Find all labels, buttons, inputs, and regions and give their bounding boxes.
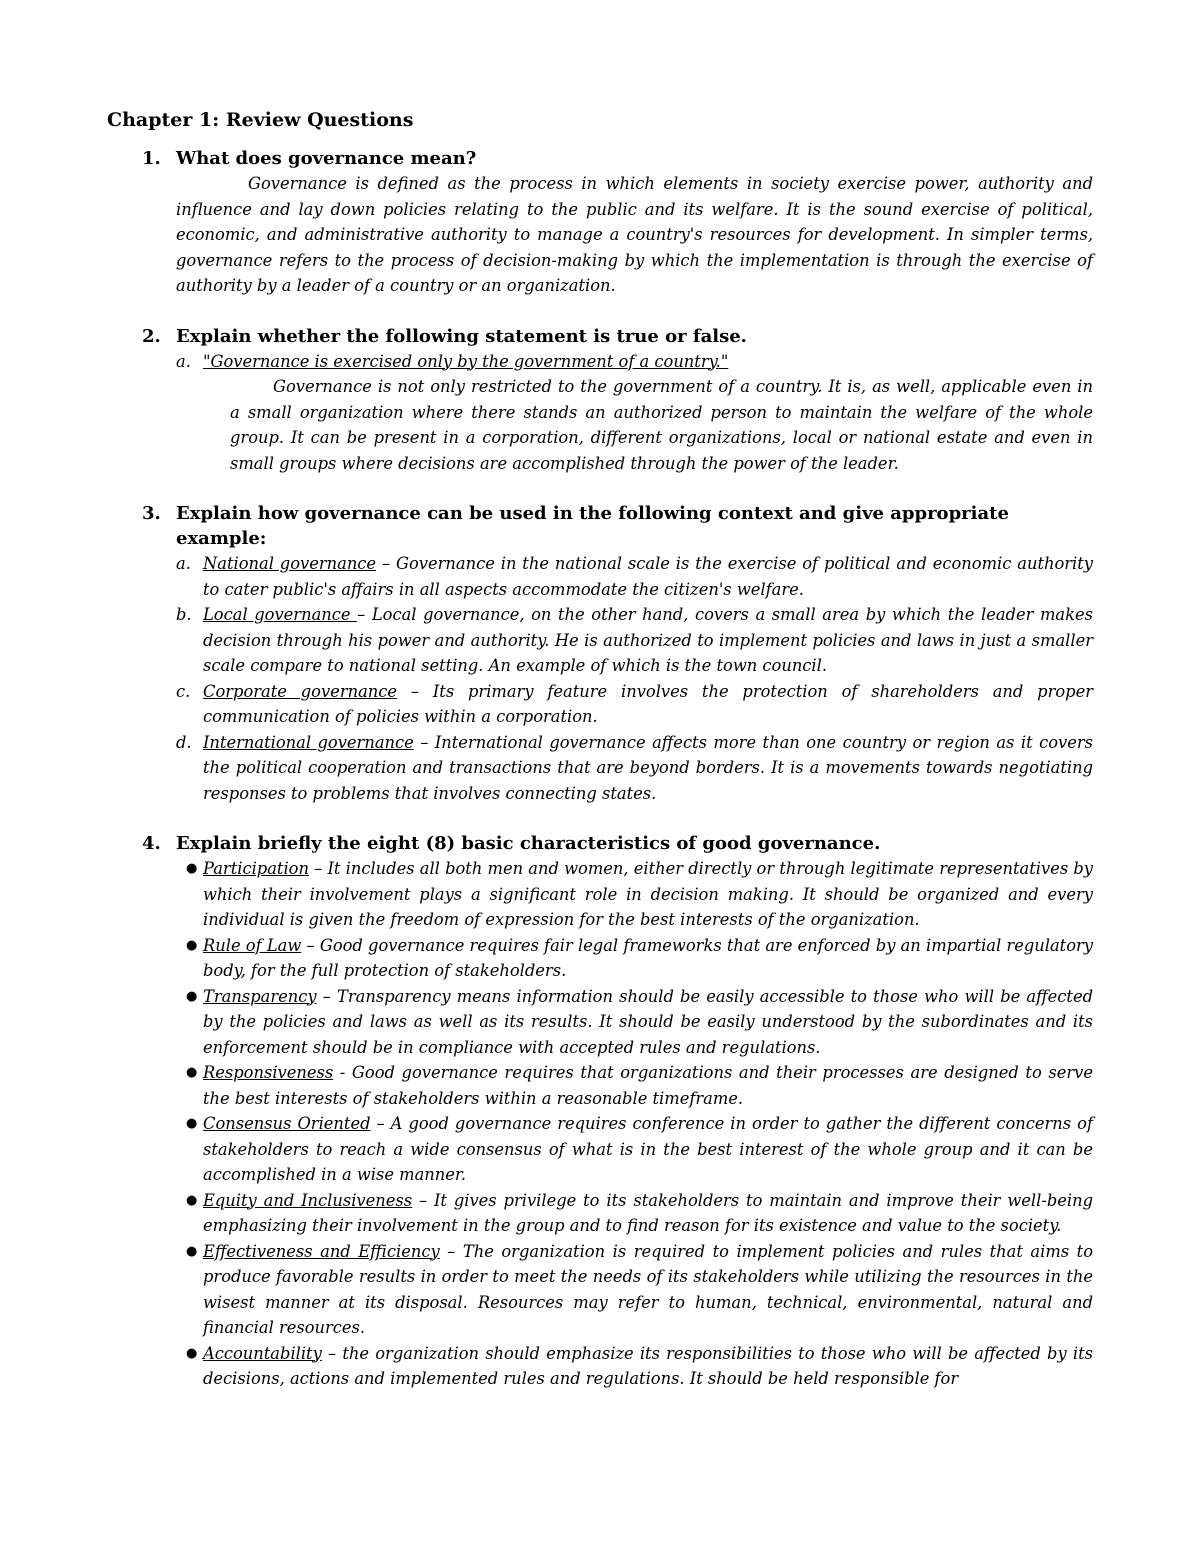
bullet-dot-icon: ● [186,1116,198,1131]
sub-item [176,349,1093,375]
sub-item [176,602,1093,679]
statement-answer: Governance is not only restricted to the government of a country. It is, as well, applicable even in a small organization where there stands an authorized person to maintain the welfare of the whole group. It can be present in a corporation, different organizations, local or national estate and even in small groups where decisions are accomplished through the power of the leader. [230,377,1093,473]
bullet-item [186,1060,1093,1111]
question-3 [107,501,1093,806]
question-4 [107,831,1093,1392]
bullet-term: Accountability [203,1343,322,1363]
bullet-term: Effectiveness and Efficiency [203,1241,440,1261]
bullet-item [186,984,1093,1061]
sub-item-term: International governance [203,732,414,752]
sub-item-letter: a. [176,351,191,371]
chapter-title: Chapter 1: Review Questions [107,109,414,131]
bullet-text: – Transparency means information should be easily accessible to those who will be affected by the policies and laws as well as its results. It should be easily understood by the subordinates and its enforcement should be in compliance with accepted rules and regulations. [203,986,1093,1057]
bullet-term: Equity and Inclusiveness [203,1190,413,1210]
sub-item-text: – Local governance, on the other hand, covers a small area by which the leader makes decision through his power and authority. He is authorized to implement policies and laws in just a smaller scale compare to national setting. An example of which is the town council. [203,605,1093,675]
bullet-item [186,1188,1093,1239]
question-number: 3. [142,503,161,524]
question-heading [107,324,1093,349]
bullet-dot-icon: ● [186,1065,198,1080]
bullet-text: – A good governance requires conference in order to gather the different concerns of stakeholders to reach a wide consensus of what is in the best interest of the whole group and it can be accomplished in a wise manner. [203,1114,1093,1184]
question-title: Explain briefly the eight (8) basic characteristics of good governance. [176,833,881,854]
sub-item-text: – Governance in the national scale is the exercise of political and economic authority to cater public's affairs in all aspects accommodate the citizen's welfare. [203,554,1094,599]
bullet-term: Consensus Oriented [203,1114,371,1133]
question-number: 1. [142,148,161,169]
question-heading [107,831,1093,856]
sub-item-letter: d. [176,732,192,752]
question-title: Explain how governance can be used in the following context and give appropriate example: [176,503,1009,549]
sub-item-letter: c. [176,681,191,701]
bullet-item [186,856,1093,933]
bullet-item [186,1111,1093,1188]
bullet-dot-icon: ● [186,988,198,1004]
bullet-dot-icon: ● [186,1192,198,1208]
question-title: Explain whether the following statement is true or false. [176,325,747,347]
bullet-term: Participation [203,859,309,878]
question-heading [107,501,1093,551]
sub-item [176,679,1093,730]
bullet-text: - Good governance requires that organizations and their processes are designed to serve the best interests of stakeholders within a reasonable timeframe. [203,1063,1093,1108]
bullet-term: Rule of Law [203,935,302,955]
sub-item-term: Local governance [203,605,358,624]
document-page [107,108,1093,1417]
question-title: What does governance mean? [176,148,477,169]
bullet-dot-icon: ● [186,1243,198,1259]
sub-item-letter: a. [176,554,191,573]
sub-item [176,730,1093,807]
answer-paragraph: Governance is defined as the process in which elements in society exercise power, authority and influence and lay down policies relating to the public and its welfare. It is the sound exercise of political, economic, and administrative authority to manage a country's resources for development. In simpler terms, governance refers to the process of decision-making by which the implementation is through the exercise of authority by a leader of a country or an organization. [176,174,1093,295]
bullet-term: Transparency [203,986,317,1006]
question-1 [107,146,1093,299]
bullet-dot-icon: ● [186,1345,198,1361]
sub-item-letter: b. [176,605,192,624]
sub-item-term: Corporate governance [203,681,398,701]
bullet-text: – It includes all both men and women, either directly or through legitimate representatives by which their involvement plays a significant role in decision making. It should be organized and every individual is given the freedom of expression for the best interests of the organization. [203,859,1093,929]
bullet-dot-icon: ● [186,861,198,876]
question-number: 2. [142,325,161,347]
bullet-dot-icon: ● [186,937,198,953]
bullet-item [186,1341,1093,1392]
bullet-text: – the organization should emphasize its responsibilities to those who will be affected by its decisions, actions and implemented rules and regulations. It should be held responsible for [203,1343,1093,1388]
sub-item [176,551,1093,602]
bullet-item [186,1239,1093,1341]
question-2 [107,324,1093,477]
bullet-text: – It gives privilege to its stakeholders to maintain and improve their well-being emphasizing their involvement in the group and to find reason for its existence and value to the society. [203,1190,1093,1235]
sub-item-text: – Its primary feature involves the protection of shareholders and proper communication of policies within a corporation. [203,681,1094,726]
sub-item-text: – International governance affects more than one country or region as it covers the political cooperation and transactions that are beyond borders. It is a movements towards negotiating responses to problems that involves connecting states. [203,732,1093,803]
question-number: 4. [142,833,161,854]
bullet-text: – The organization is required to implement policies and rules that aims to produce favorable results in order to meet the needs of its stakeholders while utilizing the resources in the wisest manner at its disposal. Resources may refer to human, technical, environmental, natural and financial resources. [203,1241,1093,1337]
question-heading [107,146,1093,171]
sub-item-term: National governance [203,554,377,573]
statement: "Governance is exercised only by the government of a country." [203,351,729,371]
bullet-text: – Good governance requires fair legal frameworks that are enforced by an impartial regulatory body, for the full protection of stakeholders. [203,935,1093,980]
bullet-item [186,933,1093,984]
bullet-term: Responsiveness [203,1063,334,1082]
